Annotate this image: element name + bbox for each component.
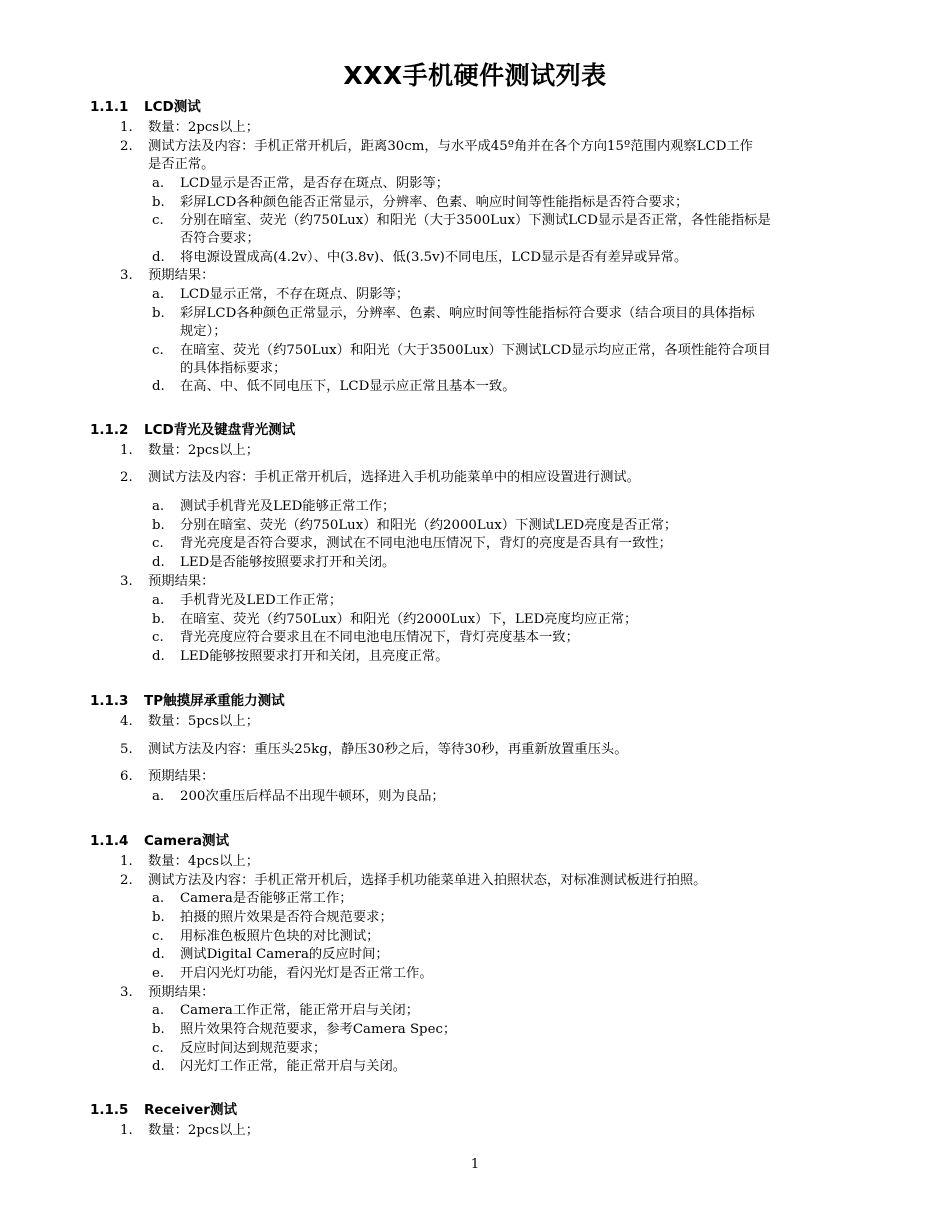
section-title: LCD背光及键盘背光测试 [144,422,296,438]
list-text: 数量：2pcs以上； [148,443,260,458]
list-text: 测试方法及内容：手机正常开机后，选择手机功能菜单进入拍照状态，对标准测试板进行拍照。 [148,873,707,888]
list-text: 数量：5pcs以上； [148,714,260,729]
section-heading [90,829,229,849]
list-marker: 2. [120,470,133,485]
list-text: 预期结果： [148,769,215,784]
list-marker: c. [152,343,164,358]
list-text: 200次重压后样品不出现牛顿环，则为良品； [180,789,445,804]
list-text: Camera工作正常，能正常开启与关闭； [180,1003,420,1018]
list-marker: 3. [120,985,133,1000]
list-text: 预期结果： [148,985,215,1000]
list-text: 测试Digital Camera的反应时间； [180,947,389,962]
list-text: 分别在暗室、荧光（约750Lux）和阳光（大于3500Lux）下测试LCD显示是否正常，各性能指标是 [180,213,771,228]
list-text: LCD显示正常，不存在斑点、阴影等； [180,287,410,302]
list-marker: d. [152,555,165,570]
list-text: 数量：4pcs以上； [148,854,260,869]
list-marker: a. [152,593,165,608]
list-text: 背光亮度应符合要求且在不同电池电压情况下，背灯亮度基本一致； [180,630,579,645]
section-title: Camera测试 [144,833,230,849]
list-text: 预期结果： [148,268,215,283]
list-text: 拍摄的照片效果是否符合规范要求； [180,910,393,925]
list-marker: 1. [120,120,133,135]
list-marker: a. [152,789,165,804]
list-text: 反应时间达到规范要求； [180,1041,327,1056]
list-marker: a. [152,1003,165,1018]
list-marker: 1. [120,854,133,869]
section-number: 1.1.4 [90,833,129,849]
list-marker: 3. [120,574,133,589]
list-marker: b. [152,1022,165,1037]
list-text: 彩屏LCD各种颜色正常显示，分辨率、色素、响应时间等性能指标符合要求（结合项目的具体指标 [180,306,755,321]
section-number: 1.1.5 [90,1102,129,1118]
list-text: 彩屏LCD各种颜色能否正常显示，分辨率、色素、响应时间等性能指标是否符合要求； [180,195,689,210]
list-text: 分别在暗室、荧光（约750Lux）和阳光（约2000Lux）下测试LED亮度是否正常； [180,518,678,533]
list-text: 将电源设置成高(4.2v）、中(3.8v)、低(3.5v)不同电压，LCD显示是否有差异或异常。 [180,250,688,265]
list-text: 规定）； [180,324,227,339]
list-marker: b. [152,518,165,533]
list-marker: 2. [120,139,133,154]
list-marker: 4. [120,714,133,729]
list-text: 闪光灯工作正常，能正常开启与关闭。 [180,1059,407,1074]
list-marker: c. [152,630,164,645]
list-marker: 3. [120,268,133,283]
list-text: 测试方法及内容：手机正常开机后，距离30cm，与水平成45º角并在各个方向15º范围内观察LCD工作 [148,139,753,154]
list-text: 在高、中、低不同电压下，LCD显示应正常且基本一致。 [180,379,516,394]
list-text: 在暗室、荧光（约750Lux）和阳光（大于3500Lux）下测试LCD显示均应正常，各项性能符合项目 [180,343,771,358]
list-text: 的具体指标要求； [180,361,287,376]
section-number: 1.1.1 [90,99,129,115]
list-marker: a. [152,891,165,906]
list-marker: c. [152,536,164,551]
list-text: LCD显示是否正常，是否存在斑点、阴影等； [180,176,450,191]
list-marker: d. [152,947,165,962]
list-marker: d. [152,1059,165,1074]
page-number: 1 [470,1157,480,1172]
list-marker: b. [152,195,165,210]
list-marker: d. [152,250,165,265]
list-marker: b. [152,612,165,627]
list-marker: 1. [120,1123,133,1138]
list-text: LED是否能够按照要求打开和关闭。 [180,555,396,570]
list-marker: 2. [120,873,133,888]
list-marker: d. [152,649,165,664]
list-text: 在暗室、荧光（约750Lux）和阳光（约2000Lux）下，LED亮度均应正常； [180,612,638,627]
list-text: 开启闪光灯功能，看闪光灯是否正常工作。 [180,966,433,981]
list-text: 是否正常。 [148,157,215,172]
section-number: 1.1.2 [90,422,129,438]
section-heading [90,1098,237,1118]
list-text: 否符合要求； [180,231,260,246]
list-marker: b. [152,910,165,925]
list-text: 测试方法及内容：重压头25kg，静压30秒之后，等待30秒，再重新放置重压头。 [148,742,628,757]
section-title: LCD测试 [144,99,201,115]
list-text: 照片效果符合规范要求，参考Camera Spec； [180,1022,457,1037]
section-title: Receiver测试 [144,1102,237,1118]
list-marker: c. [152,929,164,944]
list-text: 用标准色板照片色块的对比测试； [180,929,380,944]
list-marker: c. [152,1041,164,1056]
list-marker: 1. [120,443,133,458]
list-marker: e. [152,966,165,981]
list-text: LED能够按照要求打开和关闭，且亮度正常。 [180,649,449,664]
section-number: 1.1.3 [90,693,129,709]
list-text: 数量：2pcs以上； [148,120,260,135]
list-text: 背光亮度是否符合要求，测试在不同电池电压情况下，背灯的亮度是否具有一致性； [180,536,672,551]
list-marker: c. [152,213,164,228]
list-marker: 6. [120,769,133,784]
list-text: 预期结果： [148,574,215,589]
list-text: 数量：2pcs以上； [148,1123,260,1138]
section-heading [90,95,201,115]
list-text: 测试手机背光及LED能够正常工作； [180,499,396,514]
list-text: Camera是否能够正常工作； [180,891,353,906]
section-heading [90,418,295,438]
list-marker: a. [152,176,165,191]
section-title: TP触摸屏承重能力测试 [144,693,285,709]
list-marker: d. [152,379,165,394]
list-marker: a. [152,287,165,302]
document-title: XXX手机硬件测试列表 [343,61,607,90]
section-heading [90,689,285,709]
list-marker: a. [152,499,165,514]
list-marker: 5. [120,742,133,757]
list-text: 手机背光及LED工作正常； [180,593,343,608]
list-text: 测试方法及内容：手机正常开机后，选择进入手机功能菜单中的相应设置进行测试。 [148,470,640,485]
list-marker: b. [152,306,165,321]
